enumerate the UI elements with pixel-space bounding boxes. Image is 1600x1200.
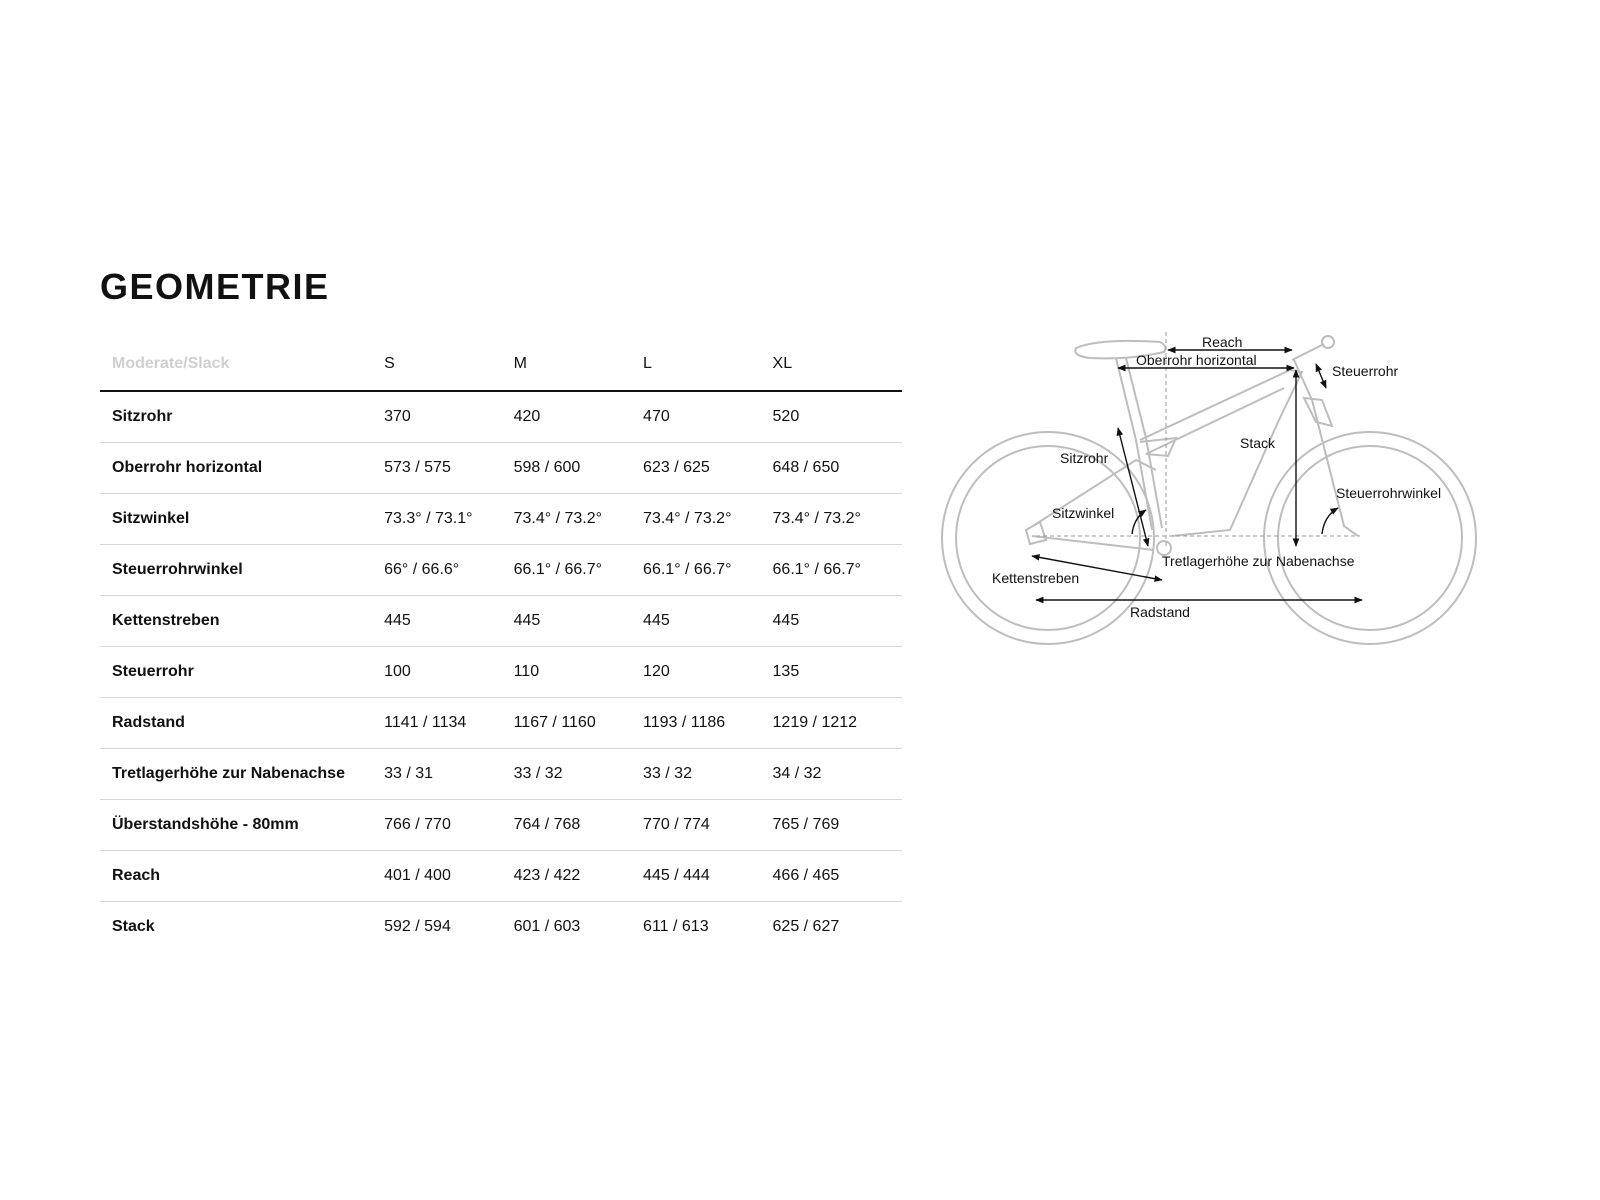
- row-label: Sitzwinkel: [100, 494, 384, 545]
- size-header-l: L: [643, 338, 772, 391]
- size-header-xl: XL: [773, 338, 902, 391]
- table-cell: 66.1° / 66.7°: [514, 545, 643, 596]
- label-steuerrohrwinkel: Steuerrohrwinkel: [1336, 485, 1442, 501]
- table-row: [100, 391, 902, 443]
- bike-geometry-diagram: [940, 330, 1520, 670]
- label-tretlagerhoehe: Tretlagerhöhe zur Nabenachse: [1162, 553, 1355, 569]
- table-cell: 33 / 32: [514, 749, 643, 800]
- size-header-m: M: [514, 338, 643, 391]
- row-label: Sitzrohr: [100, 391, 384, 443]
- handlebar: [1322, 336, 1334, 348]
- variant-label: Moderate/Slack: [100, 338, 384, 391]
- table-cell: 100: [384, 647, 513, 698]
- table-cell: 73.4° / 73.2°: [643, 494, 772, 545]
- steuerrohrwinkel-arc: [1322, 508, 1338, 534]
- chain-stay: [1032, 536, 1154, 550]
- table-cell: 1193 / 1186: [643, 698, 772, 749]
- table-row: [100, 494, 902, 545]
- label-oberrohr-horizontal: Oberrohr horizontal: [1136, 352, 1257, 368]
- table-cell: 445 / 444: [643, 851, 772, 902]
- table-cell: 770 / 774: [643, 800, 772, 851]
- table-cell: 73.3° / 73.1°: [384, 494, 513, 545]
- label-sitzrohr: Sitzrohr: [1060, 450, 1109, 466]
- geometry-table: [100, 338, 902, 952]
- label-reach: Reach: [1202, 334, 1243, 350]
- table-cell: 370: [384, 391, 513, 443]
- table-cell: 1219 / 1212: [773, 698, 902, 749]
- row-label: Steuerrohrwinkel: [100, 545, 384, 596]
- table-cell: 34 / 32: [773, 749, 902, 800]
- table-row: [100, 545, 902, 596]
- rocker-link: [1140, 438, 1176, 456]
- table-row: [100, 596, 902, 647]
- table-cell: 520: [773, 391, 902, 443]
- table-cell: 1141 / 1134: [384, 698, 513, 749]
- table-header-row: [100, 338, 902, 391]
- table-row: [100, 851, 902, 902]
- row-label: Oberrohr horizontal: [100, 443, 384, 494]
- page-title: GEOMETRIE: [100, 266, 330, 307]
- table-cell: 445: [514, 596, 643, 647]
- table-cell: 445: [384, 596, 513, 647]
- table-cell: 598 / 600: [514, 443, 643, 494]
- row-label: Reach: [100, 851, 384, 902]
- row-label: Überstandshöhe - 80mm: [100, 800, 384, 851]
- stem: [1292, 344, 1324, 360]
- table-cell: 573 / 575: [384, 443, 513, 494]
- table-cell: 445: [773, 596, 902, 647]
- table-cell: 73.4° / 73.2°: [773, 494, 902, 545]
- table-cell: 135: [773, 647, 902, 698]
- table-cell: 110: [514, 647, 643, 698]
- table-cell: 423 / 422: [514, 851, 643, 902]
- table-row: [100, 698, 902, 749]
- seat-tube-outline: [1126, 358, 1162, 528]
- table-cell: 470: [643, 391, 772, 443]
- table-cell: 625 / 627: [772, 918, 840, 935]
- table-row: [100, 443, 902, 494]
- fork: [1304, 398, 1332, 426]
- table-cell: 73.4° / 73.2°: [514, 494, 643, 545]
- size-header-s: S: [384, 338, 513, 391]
- label-steuerrohr: Steuerrohr: [1332, 363, 1399, 379]
- table-cell: 466 / 465: [773, 851, 902, 902]
- row-label: Tretlagerhöhe zur Nabenachse: [100, 749, 384, 800]
- table-cell: 120: [643, 647, 772, 698]
- row-label: Kettenstreben: [100, 596, 384, 647]
- table-cell: 33 / 32: [643, 749, 772, 800]
- front-wheel-inner: [1278, 446, 1462, 630]
- table-cell: 764 / 768: [514, 800, 643, 851]
- table-cell: 420: [514, 391, 643, 443]
- steuerrohr-arrow: [1316, 364, 1326, 388]
- table-cell: 401 / 400: [384, 851, 513, 902]
- table-row: [100, 800, 902, 851]
- table-cell: 766 / 770: [384, 800, 513, 851]
- label-sitzwinkel: Sitzwinkel: [1052, 505, 1115, 521]
- table-cell: 648 / 650: [773, 443, 902, 494]
- table-cell: 611 / 613: [643, 918, 709, 935]
- table-cell: 66.1° / 66.7°: [773, 545, 902, 596]
- label-radstand: Radstand: [1130, 604, 1190, 620]
- table-cell: 623 / 625: [643, 443, 772, 494]
- table-cell: 66.1° / 66.7°: [643, 545, 772, 596]
- table-cell: 592 / 594: [384, 918, 451, 935]
- row-label: Steuerrohr: [100, 647, 384, 698]
- main-frame: [1140, 370, 1302, 536]
- table-cell: 1167 / 1160: [514, 698, 643, 749]
- label-kettenstreben: Kettenstreben: [992, 570, 1080, 586]
- table-cell: 601 / 603: [513, 918, 581, 935]
- table-row: [100, 647, 902, 698]
- table-cell: 445: [643, 596, 772, 647]
- row-label: Stack: [112, 918, 155, 935]
- rear-dropout: [1026, 522, 1046, 544]
- table-cell: 33 / 31: [384, 749, 513, 800]
- row-label: Radstand: [100, 698, 384, 749]
- label-stack: Stack: [1240, 435, 1276, 451]
- table-cell: 765 / 769: [773, 800, 902, 851]
- table-row: [100, 749, 902, 800]
- table-cell: 66° / 66.6°: [384, 545, 513, 596]
- table-row: [100, 902, 902, 953]
